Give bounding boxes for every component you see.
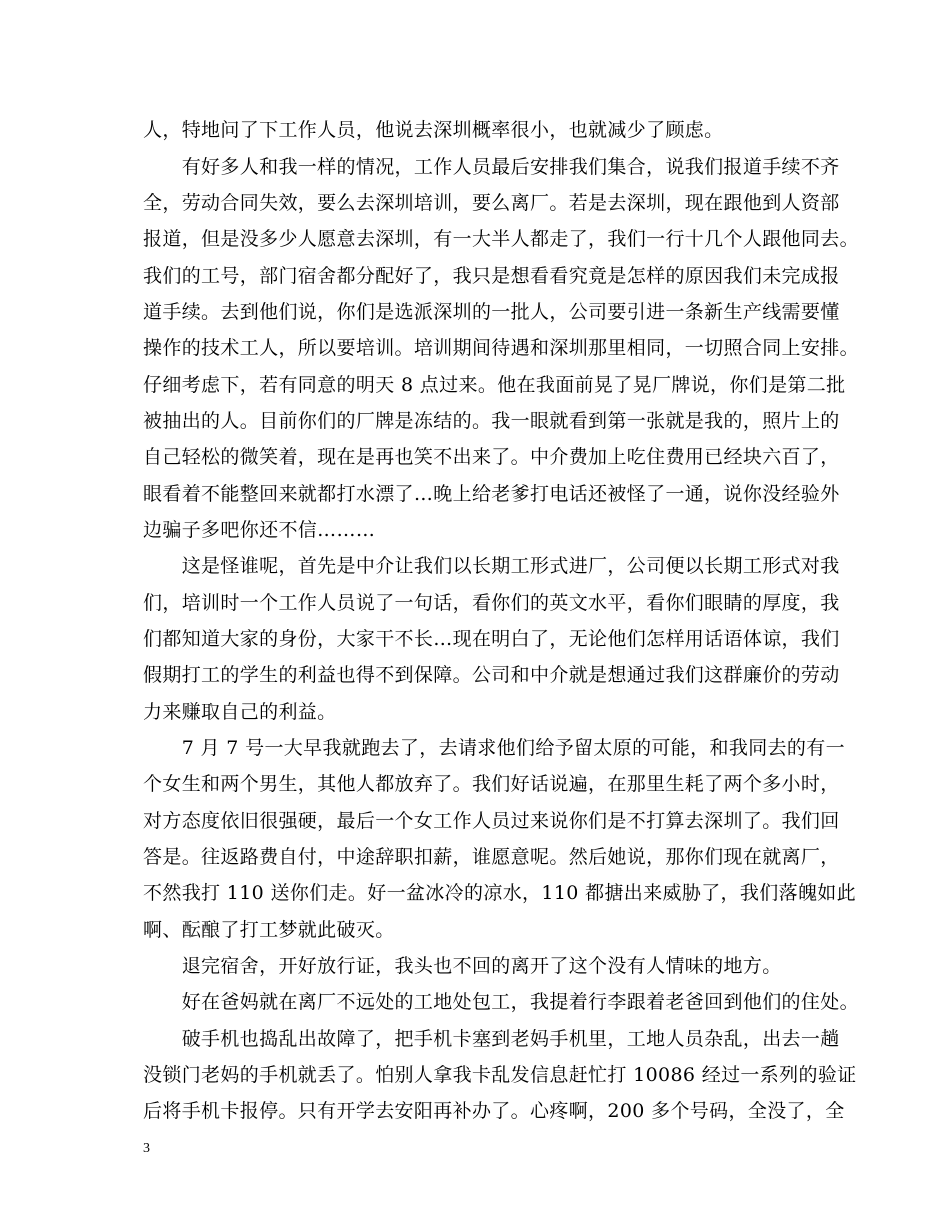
text-line: 7 月 7 号一大早我就跑去了，去请求他们给予留太原的可能，和我同去的有一	[143, 737, 845, 759]
text-line: 道手续。去到他们说，你们是选派深圳的一批人，公司要引进一条新生产线需要懂	[143, 301, 840, 323]
text-line: 们都知道大家的身份，大家干不长…现在明白了，无论他们怎样用话语体谅，我们	[143, 628, 840, 650]
text-line: 力来赚取自己的利益。	[143, 701, 337, 723]
text-line: 没锁门老妈的手机就丢了。怕别人拿我卡乱发信息赶忙打 10086 经过一系列的验证	[143, 1064, 857, 1086]
text-line: 个女生和两个男生，其他人都放弃了。我们好话说遍，在那里生耗了两个多小时，	[143, 773, 840, 795]
text-line: 们，培训时一个工作人员说了一句话，看你们的英文水平，看你们眼睛的厚度，我	[143, 592, 840, 614]
text-line: 眼看着不能整回来就都打水漂了…晚上给老爹打电话还被怪了一通，说你没经验外	[143, 483, 840, 505]
text-line: 这是怪谁呢，首先是中介让我们以长期工形式进厂，公司便以长期工形式对我	[143, 555, 840, 577]
text-line: 被抽出的人。目前你们的厂牌是冻结的。我一眼就看到第一张就是我的，照片上的	[143, 410, 840, 432]
text-line: 人，特地问了下工作人员，他说去深圳概率很小，也就减少了顾虑。	[143, 119, 724, 141]
page-number: 3	[143, 1141, 150, 1156]
text-line: 边骗子多吧你还不信………	[143, 519, 376, 541]
text-line: 好在爸妈就在离厂不远处的工地处包工，我提着行李跟着老爸回到他们的住处。	[143, 991, 859, 1013]
text-line: 假期打工的学生的利益也得不到保障。公司和中介就是想通过我们这群廉价的劳动	[143, 664, 840, 686]
text-line: 操作的技术工人，所以要培训。培训期间待遇和深圳那里相同，一切照合同上安排。	[143, 337, 859, 359]
text-line: 自己轻松的微笑着，现在是再也笑不出来了。中介费加上吃住费用已经块六百了，	[143, 446, 840, 468]
text-line: 仔细考虑下，若有同意的明天 8 点过来。他在我面前晃了晃厂牌说，你们是第二批	[143, 374, 846, 396]
text-line: 全，劳动合同失效，要么去深圳培训，要么离厂。若是去深圳，现在跟他到人资部	[143, 192, 840, 214]
text-line: 破手机也捣乱出故障了，把手机卡塞到老妈手机里，工地人员杂乱，出去一趟	[143, 1028, 840, 1050]
text-line: 我们的工号，部门宿舍都分配好了，我只是想看看究竟是怎样的原因我们未完成报	[143, 265, 840, 287]
text-line: 退完宿舍，开好放行证，我头也不回的离开了这个没有人情味的地方。	[143, 955, 782, 977]
text-line: 报道，但是没多少人愿意去深圳，有一大半人都走了，我们一行十几个人跟他同去。	[143, 228, 859, 250]
text-line: 对方态度依旧很强硬，最后一个女工作人员过来说你们是不打算去深圳了。我们回	[143, 810, 840, 832]
text-line: 有好多人和我一样的情况，工作人员最后安排我们集合，说我们报道手续不齐	[143, 156, 840, 178]
text-line: 答是。往返路费自付，中途辞职扣薪，谁愿意呢。然后她说，那你们现在就离厂，	[143, 846, 840, 868]
text-line: 啊、酝酿了打工梦就此破灭。	[143, 919, 395, 941]
text-line: 后将手机卡报停。只有开学去安阳再补办了。心疼啊，200 多个号码，全没了，全	[143, 1100, 845, 1122]
text-line: 不然我打 110 送你们走。好一盆冰冷的凉水，110 都搪出来威胁了，我们落魄如此	[143, 882, 857, 904]
